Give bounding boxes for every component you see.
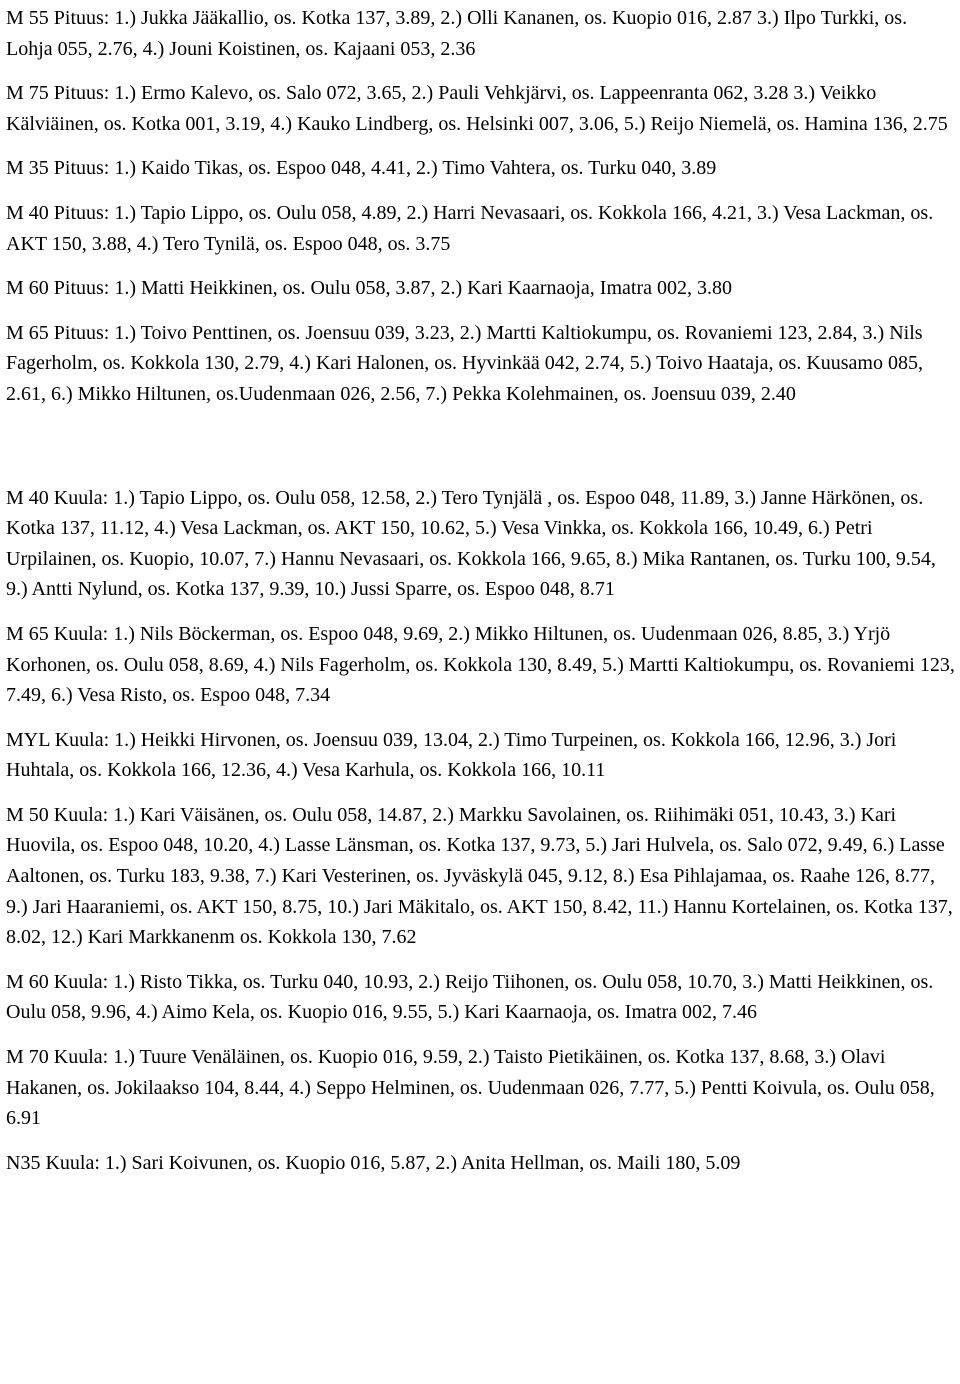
paragraph-gap (6, 1028, 958, 1042)
results-document (6, 3, 958, 1178)
paragraph-gap (6, 953, 958, 967)
paragraph-gap (6, 64, 958, 78)
paragraph-gap (6, 184, 958, 198)
paragraph-gap (6, 605, 958, 619)
result-m65-kuula: M 65 Kuula: 1.) Nils Böckerman, os. Espoo 048, 9.69, 2.) Mikko Hiltunen, os. Uudenmaan 026, 8.85, 3.) Yrjö Korhonen, os. Oulu 058, 8.69, 4.) Nils Fagerholm, os. Kokkola 130, 8.49, 5.) Martti Kaltiokumpu, os. Rovaniemi 123, 7.49, 6.) Vesa Risto, os. Espoo 048, 7.34 (6, 622, 955, 707)
section-gap (6, 410, 958, 483)
result-m65-pituus: M 65 Pituus: 1.) Toivo Penttinen, os. Joensuu 039, 3.23, 2.) Martti Kaltiokumpu, os. Rovaniemi 123, 2.84, 3.) Nils Fagerholm, os. Kokkola 130, 2.79, 4.) Kari Halonen, os. Hyvinkää 042, 2.74, 5.) Toivo Haataja, os. Kuusamo 085, 2.61, 6.) Mikko Hiltunen, os.Uudenmaan 026, 2.56, 7.) Pekka Kolehmainen, os. Joensuu 039, 2.40 (6, 321, 923, 405)
result-myl-kuula: MYL Kuula: 1.) Heikki Hirvonen, os. Joensuu 039, 13.04, 2.) Timo Turpeinen, os. Kokkola 166, 12.96, 3.) Jori Huhtala, os. Kokkola 166, 12.36, 4.) Vesa Karhula, os. Kokkola 166, 10.11 (6, 728, 897, 782)
result-m70-kuula: M 70 Kuula: 1.) Tuure Venäläinen, os. Kuopio 016, 9.59, 2.) Taisto Pietikäinen, os. Kotka 137, 8.68, 3.) Olavi Hakanen, os. Jokilaakso 104, 8.44, 4.) Seppo Helminen, os. Uudenmaan 026, 7.77, 5.) Pentti Koivula, os. Oulu 058, 6.91 (6, 1046, 935, 1130)
result-m60-pituus: M 60 Pituus: 1.) Matti Heikkinen, os. Oulu 058, 3.87, 2.) Kari Kaarnaoja, Imatra 002, 3.80 (6, 277, 732, 300)
result-m55-pituus: M 55 Pituus: 1.) Jukka Jääkallio, os. Kotka 137, 3.89, 2.) Olli Kananen, os. Kuopio 016, 2.87 3.) Ilpo Turkki, os. Lohja 055, 2.76, 4.) Jouni Koistinen, os. Kajaani 053, 2.36 (6, 7, 908, 60)
paragraph-gap (6, 259, 958, 273)
paragraph-gap (6, 711, 958, 725)
result-n35-kuula: N35 Kuula: 1.) Sari Koivunen, os. Kuopio 016, 5.87, 2.) Anita Hellman, os. Maili 180, 5.09 (6, 1151, 741, 1174)
result-m35-pituus: M 35 Pituus: 1.) Kaido Tikas, os. Espoo 048, 4.41, 2.) Timo Vahtera, os. Turku 040, 3.89 (6, 157, 717, 180)
result-m60-kuula: M 60 Kuula: 1.) Risto Tikka, os. Turku 040, 10.93, 2.) Reijo Tiihonen, os. Oulu 058, 10.70, 3.) Matti Heikkinen, os. Oulu 058, 9.96, 4.) Aimo Kela, os. Kuopio 016, 9.55, 5.) Kari Kaarnaoja, os. Imatra 002, 7.46 (6, 970, 934, 1024)
result-m50-kuula: M 50 Kuula: 1.) Kari Väisänen, os. Oulu 058, 14.87, 2.) Markku Savolainen, os. Riihimäki 051, 10.43, 3.) Kari Huovila, os. Espoo 048, 10.20, 4.) Lasse Länsman, os. Kotka 137, 9.73, 5.) Jari Hulvela, os. Salo 072, 9.49, 6.) Lasse Aaltonen, os. Turku 183, 9.38, 7.) Kari Vesterinen, os. Jyväskylä 045, 9.12, 8.) Esa Pihlajamaa, os. Raahe 126, 8.77, 9.) Jari Haaraniemi, os. AKT 150, 8.75, 10.) Jari Mäkitalo, os. AKT 150, 8.42, 11.) Hannu Kortelainen, os. Kotka 137, 8.02, 12.) Kari Markkanenm os. Kokkola 130, 7.62 (6, 803, 953, 949)
paragraph-gap (6, 786, 958, 800)
result-m40-kuula: M 40 Kuula: 1.) Tapio Lippo, os. Oulu 058, 12.58, 2.) Tero Tynjälä , os. Espoo 048, 11.89, 3.) Janne Härkönen, os. Kotka 137, 11.12, 4.) Vesa Lackman, os. AKT 150, 10.62, 5.) Vesa Vinkka, os. Kokkola 166, 10.49, 6.) Petri Urpilainen, os. Kuopio, 10.07, 7.) Hannu Nevasaari, os. Kokkola 166, 9.65, 8.) Mika Rantanen, os. Turku 100, 9.54, 9.) Antti Nylund, os. Kotka 137, 9.39, 10.) Jussi Sparre, os. Espoo 048, 8.71 (6, 486, 936, 601)
paragraph-gap (6, 139, 958, 153)
result-m40-pituus: M 40 Pituus: 1.) Tapio Lippo, os. Oulu 058, 4.89, 2.) Harri Nevasaari, os. Kokkola 166, 4.21, 3.) Vesa Lackman, os. AKT 150, 3.88, 4.) Tero Tynilä, os. Espoo 048, os. 3.75 (6, 201, 934, 255)
result-m75-pituus: M 75 Pituus: 1.) Ermo Kalevo, os. Salo 072, 3.65, 2.) Pauli Vehkjärvi, os. Lappeenranta 062, 3.28 3.) Veikko Kälviäinen, os. Kotka 001, 3.19, 4.) Kauko Lindberg, os. Helsinki 007, 3.06, 5.) Reijo Niemelä, os. Hamina 136, 2.75 (6, 82, 948, 135)
paragraph-gap (6, 304, 958, 318)
paragraph-gap (6, 1134, 958, 1148)
